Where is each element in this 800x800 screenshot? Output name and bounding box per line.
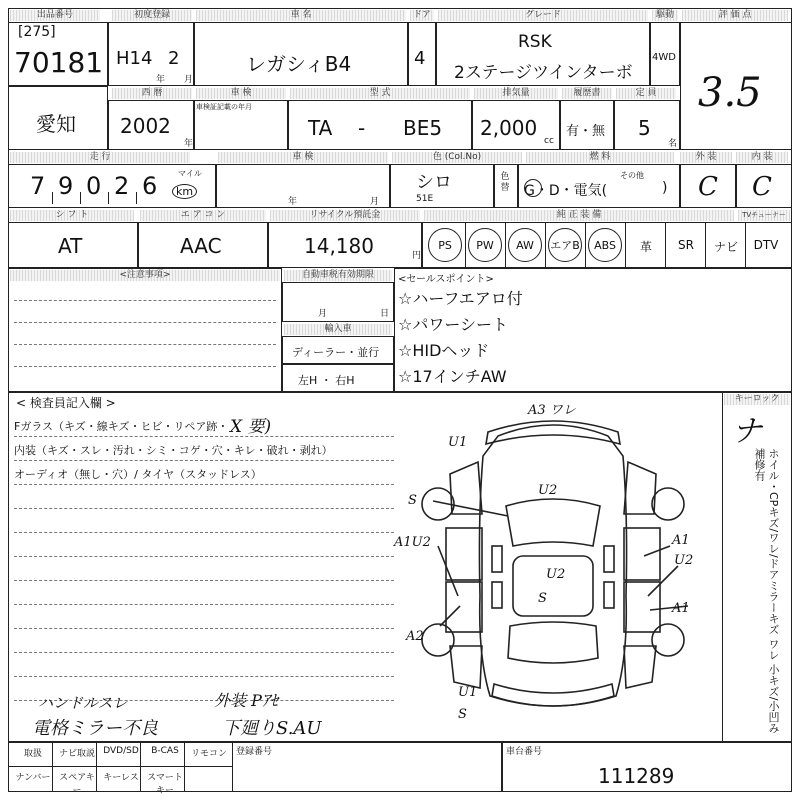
displacement-unit: cc: [544, 136, 554, 146]
header-interior: 内 装: [736, 152, 788, 163]
chassis-year: 年: [288, 197, 298, 207]
selling-point: ☆17インチAW: [398, 367, 507, 386]
damage-mark: U2: [546, 567, 566, 582]
header-score: 評 価 点: [682, 10, 788, 21]
equipment-item-0: PS: [428, 228, 462, 262]
header-capacity: 定 員: [616, 88, 676, 99]
equipment-divider: [545, 222, 546, 268]
footer-label: 取扱: [23, 749, 42, 759]
reg-number-label: 登録番号: [236, 747, 273, 757]
inspector-title: < 検査員記入欄 >: [16, 396, 116, 410]
first-reg-month-suffix: 月: [184, 75, 194, 85]
equipment-divider: [705, 222, 706, 268]
header-model: 型 式: [290, 88, 470, 99]
lot-prefix: [275]: [18, 24, 56, 40]
interior-grade: C: [752, 172, 772, 202]
year-suffix: 年: [184, 139, 194, 149]
inspector-line: [14, 580, 394, 581]
mileage-unit-km: km: [172, 184, 197, 199]
drive: 4WD: [652, 52, 676, 63]
equipment-divider: [585, 222, 586, 268]
tax-month: 月: [318, 309, 328, 319]
equipment-item-8: DTV: [753, 238, 779, 252]
footer-label: スペアキー: [59, 773, 95, 796]
score: 3.5: [698, 70, 762, 116]
selling-point: ☆HIDヘッド: [398, 341, 490, 360]
notes-cell: [8, 268, 282, 392]
first-reg-era: H14: [116, 48, 153, 69]
header-displacement: 排気量: [474, 88, 558, 99]
footer-label: キーレス: [103, 773, 139, 783]
keylock-mark: ナ: [732, 414, 762, 449]
equipment-divider: [505, 222, 506, 268]
car-diagram: [388, 396, 718, 736]
mileage-divider: [80, 192, 81, 204]
handwritten-line2b: 下廻りS.AU: [222, 718, 322, 739]
footer-label: DVD/SD: [103, 746, 139, 756]
equipment-item-3: エアB: [548, 228, 582, 262]
recycle-unit: 円: [412, 251, 422, 261]
header-color: 色 (Col.No): [392, 152, 522, 163]
inspector-line: [14, 604, 394, 605]
inspector-line: [14, 508, 394, 509]
header-lot: 出品番号: [10, 10, 100, 21]
car-name: レガシィB4: [246, 52, 352, 76]
lot-number: 70181: [14, 46, 104, 79]
equipment-divider: [745, 222, 746, 268]
inspector-line: [14, 484, 394, 485]
damage-mark: S: [458, 707, 467, 722]
model-code: BE5: [403, 116, 443, 140]
header-ac: エ ア コ ン: [140, 210, 266, 221]
fuel-close: ): [662, 180, 668, 196]
inspector-line: [14, 532, 394, 533]
grade-line1: RSK: [518, 32, 552, 52]
handle: 左H ・ 右H: [298, 374, 355, 387]
handwritten-line1b: 外装 Pｱｾ: [214, 691, 278, 710]
damage-mark: U2: [674, 553, 694, 568]
mileage-digit: 7: [30, 172, 46, 200]
color-change-label: 色替: [500, 172, 510, 193]
inspector-glass-mark: X 要): [230, 417, 272, 437]
header-selling-points: <セールスポイント>: [398, 274, 494, 285]
damage-mark: U1: [448, 435, 468, 450]
footer-label: ナビ取説: [58, 749, 95, 759]
inspection-note: 車検証記載の年月: [196, 103, 252, 111]
inspector-line: [14, 676, 394, 677]
notes-line: [14, 300, 276, 301]
reg-number-cell: [232, 742, 502, 792]
inspector-glass: Fガラス（キズ・線キズ・ヒビ・リペア跡・: [14, 420, 229, 433]
header-shift: シ フ ト: [10, 210, 134, 221]
damage-mark-front: A3 ワレ: [528, 403, 576, 418]
header-recycle: リサイクル預託金: [270, 210, 420, 221]
footer-divider: [96, 742, 97, 792]
fuel-other: その他: [620, 171, 644, 180]
chassis-ym-cell: [216, 164, 390, 208]
footer-label: リモコン: [190, 749, 227, 759]
tax-day: 日: [380, 309, 390, 319]
grade-line2: 2ステージツインターボ: [454, 63, 633, 83]
selling-point: ☆パワーシート: [398, 315, 509, 334]
inspector-line: [14, 556, 394, 557]
capacity-unit: 名: [668, 139, 678, 149]
recycle-value: 14,180: [304, 234, 374, 258]
inspector-audio: オーディオ（無し・穴）/ タイヤ（スタッドレス）: [14, 468, 262, 481]
chassis-month: 月: [370, 197, 380, 207]
mileage-divider: [136, 192, 137, 204]
header-doors: ドア: [410, 10, 434, 21]
exterior-grade: C: [698, 172, 718, 202]
header-equipment: 純 正 装 備: [424, 210, 734, 221]
footer-divider: [184, 742, 185, 792]
header-drive: 駆動: [652, 10, 678, 21]
handwritten-line1: ハンドルスレ: [38, 694, 128, 712]
header-year: 西 暦: [112, 88, 192, 99]
notes-line: [14, 366, 276, 367]
damage-mark: A1: [672, 533, 690, 548]
footer-divider: [8, 766, 232, 767]
doors: 4: [414, 48, 426, 69]
equipment-divider: [465, 222, 466, 268]
equipment-divider: [625, 222, 626, 268]
equipment-divider: [665, 222, 666, 268]
footer-label: スマートキー: [147, 773, 183, 796]
header-chassis: 車 検: [218, 152, 388, 163]
handwritten-line2: 電格ミラー不良: [32, 718, 158, 739]
mileage-digit: 2: [114, 172, 130, 200]
header-first-reg: 初度登録: [112, 10, 192, 21]
chassis-number: 111289: [598, 764, 675, 788]
header-mileage: 走 行: [10, 152, 190, 163]
header-exterior: 外 装: [680, 152, 732, 163]
mileage-divider: [108, 192, 109, 204]
model-dash: -: [358, 116, 366, 140]
header-notes: <注意事項>: [10, 270, 280, 281]
damage-mark: U1: [458, 685, 478, 700]
header-inspection: 車 検: [196, 88, 286, 99]
header-owner-period: 自動車税有効期限: [284, 270, 392, 281]
tax-cell: [282, 282, 394, 322]
inspector-line: [14, 460, 394, 461]
model-prefix: TA: [308, 116, 333, 140]
equipment-item-6: SR: [678, 238, 694, 252]
equipment-item-1: PW: [468, 228, 502, 262]
mileage-digit: 9: [58, 172, 74, 200]
inspector-interior: 内装（キズ・スレ・汚れ・シミ・コゲ・穴・キレ・破れ・剥れ）: [14, 444, 333, 457]
footer-divider: [52, 742, 53, 792]
chassis-number-label: 車台番号: [506, 747, 543, 757]
header-keylock: キーロック: [724, 394, 790, 405]
notes-line: [14, 344, 276, 345]
damage-mark: U2: [538, 483, 558, 498]
damage-mark: A1: [672, 601, 690, 616]
mileage-digit: 0: [86, 172, 102, 200]
header-grade: グレード: [438, 10, 648, 21]
footer-divider: [140, 742, 141, 792]
selling-point: ☆ハーフエアロ付: [398, 289, 523, 308]
shift: AT: [58, 234, 83, 258]
side-note: ホイル・CPキズ/ワレ/ドアミラーキズ ワレ 小キズ/小凹み 補修有: [753, 448, 780, 734]
damage-mark: S: [538, 591, 547, 606]
inspector-line: [14, 652, 394, 653]
footer-label: ナンバー: [15, 773, 51, 783]
equipment-item-2: AW: [508, 228, 542, 262]
damage-mark: A1U2: [394, 535, 431, 550]
first-reg-year-suffix: 年: [156, 75, 166, 85]
equipment-item-5: 革: [639, 240, 652, 254]
displacement: 2,000: [480, 116, 538, 140]
year: 2002: [120, 114, 171, 138]
history: 有・無: [566, 124, 606, 139]
import-type: ディーラー・並行: [292, 346, 380, 359]
mileage-digit: 6: [142, 172, 158, 200]
inspector-line: [14, 436, 394, 437]
equipment-item-4: ABS: [588, 228, 622, 262]
inspector-line: [14, 628, 394, 629]
capacity: 5: [638, 116, 651, 140]
equipment-item-7: ナビ: [713, 240, 738, 254]
region: 愛知: [36, 112, 76, 136]
mileage-unit-mile: マイル: [178, 169, 202, 178]
header-tv: TVチューナー: [738, 210, 790, 221]
fuel-selected-circle: [524, 179, 542, 197]
auction-sheet: [8, 8, 792, 796]
header-car-name: 車 名: [196, 10, 406, 21]
mileage-divider: [52, 192, 53, 204]
damage-mark: S: [408, 493, 417, 508]
notes-line: [14, 322, 276, 323]
damage-mark: A2: [406, 629, 424, 644]
header-history: 履歴書: [562, 88, 612, 99]
fuel-options: G・D・電気(: [524, 183, 608, 199]
color-code: 51E: [416, 194, 434, 204]
header-fuel: 燃 料: [526, 152, 674, 163]
ac: AAC: [180, 234, 222, 258]
first-reg-month: 2: [168, 48, 180, 69]
color-name: シロ: [416, 172, 452, 193]
footer-label: B-CAS: [151, 746, 179, 756]
header-import: 輸入車: [284, 324, 392, 335]
